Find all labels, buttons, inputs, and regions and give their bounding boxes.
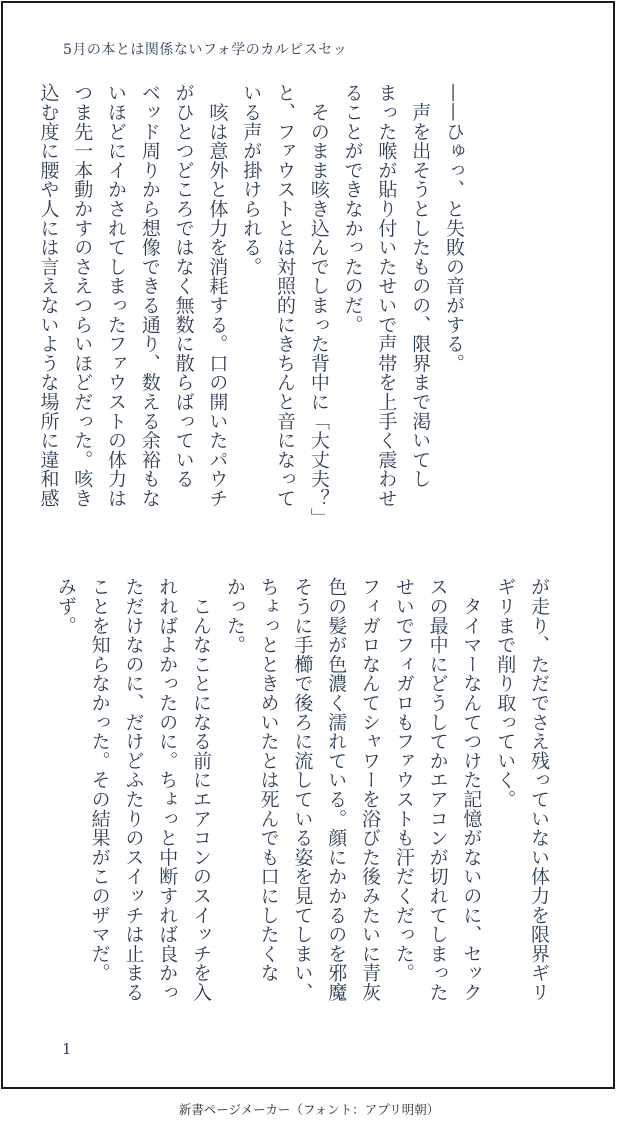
text-line: そうに手櫛で後ろに流している姿を見てしまい、 [291, 577, 314, 1002]
text-line: つま先一本動かすのさえつらいほどだった。咳き [71, 83, 94, 508]
upper-text-block [31, 83, 470, 527]
text-line: ——ひゅっ、と失敗の音がする。 [443, 83, 465, 373]
text-line: フィガロなんてシャワーを浴びた後みたいに青灰 [359, 577, 382, 1002]
text-line: 声を出そうとしたものの、限界まで渇いてし [409, 83, 432, 489]
text-line: いる声が掛けられる。 [240, 83, 263, 276]
page-frame [1, 1, 615, 1089]
text-line: 込む度に腰や人には言えないような場所に違和感 [37, 83, 60, 508]
text-line: そのまま咳き込んでしまった背中に「大丈夫？」 [307, 83, 330, 527]
text-line: が走り、ただでさえ残っていない体力を限界ギリ [528, 577, 550, 1002]
text-line: いほどにイかされてしまったファウストの体力は [105, 83, 128, 508]
text-line: タイマーなんてつけた記憶がないのに、セック [460, 577, 483, 1002]
lower-text-block [48, 577, 555, 1017]
text-line: みず。 [54, 577, 77, 635]
text-line: ベッド周りから想像できる通り、数える余裕もな [138, 83, 161, 508]
text-line: 咳は意外と体力を消耗する。口の開いたパウチ [206, 83, 229, 508]
text-line: がひとつどころではなく無数に散らばっている [172, 83, 195, 489]
text-line: まった喉が貼り付いたせいで声帯を上手く震わせ [375, 83, 398, 508]
text-line: かった。 [223, 577, 246, 655]
text-line: 色の髪が色濃く濡れている。顔にかかるのを邪魔 [325, 577, 348, 1002]
page-title: 5月の本とは関係ないフォ学のカルピスセッ [63, 42, 348, 58]
text-line: せいでフィガロもファウストも汗だくだった。 [392, 577, 415, 983]
footer-caption: 新書ページメーカー（フォント：アプリ明朝） [178, 1102, 440, 1117]
text-line: こんなことになる前にエアコンのスイッチを入 [190, 577, 213, 1002]
text-line: スの最中にどうしてかエアコンが切れてしまった [426, 577, 449, 1002]
text-line: ことを知らなかった。その結果がこのザマだ。 [88, 577, 111, 983]
text-line: ちょっとときめいたとは死んでも口にしたくな [257, 577, 280, 983]
text-line: ただけなのに、だけどふたりのスイッチは止まる [122, 577, 145, 1002]
text-line: ギリまで削り取っていく。 [494, 577, 517, 809]
text-line: れればよかったのに。ちょっと中断すれば良かっ [156, 577, 179, 1002]
text-line: と、ファウストとは対照的にきちんと音になって [274, 83, 297, 508]
text-line: ることができなかったのだ。 [341, 83, 364, 334]
page-number: 1 [62, 1040, 72, 1058]
